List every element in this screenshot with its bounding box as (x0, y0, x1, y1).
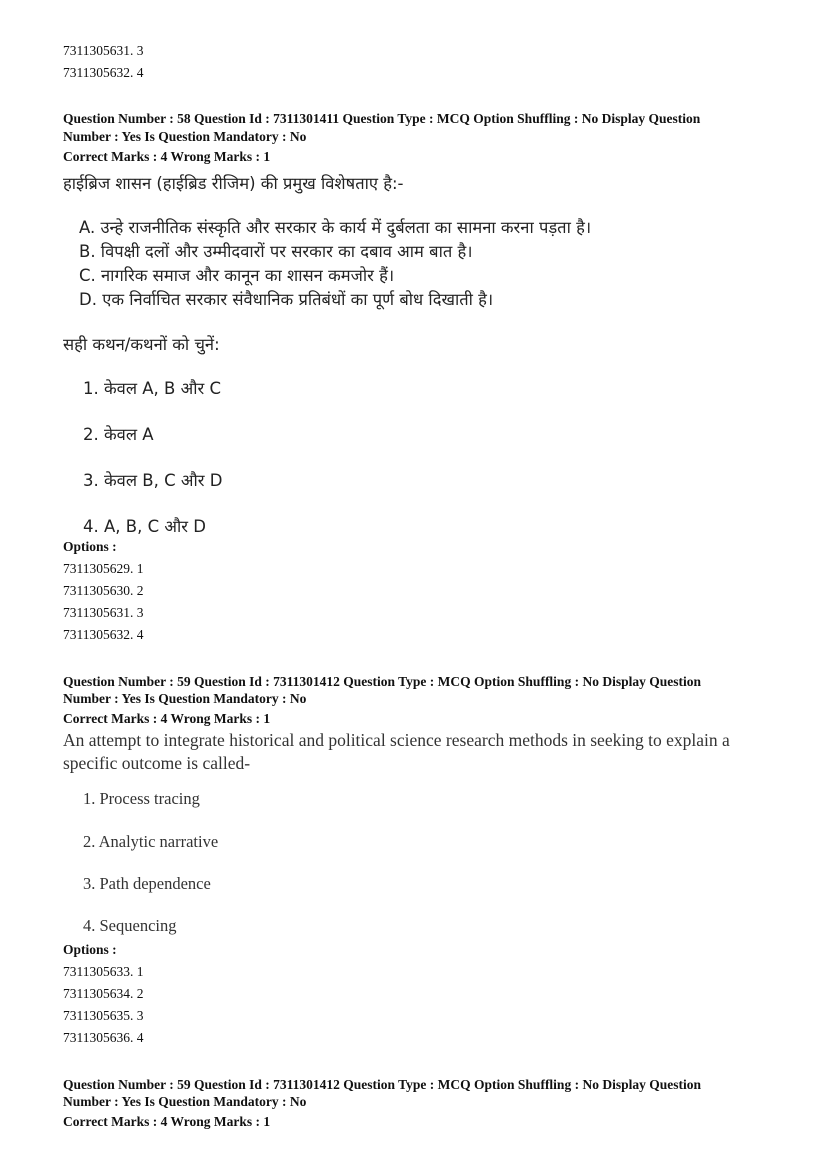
option-id-line: 7311305631. 3 (63, 605, 144, 620)
question-59-stem-line-1: An attempt to integrate historical and political science research methods in seeking to explain a (63, 730, 730, 750)
question-58-choice-2: 2. केवल A (83, 425, 154, 444)
statement-c: C. नागरिक समाज और कानून का शासन कमजोर हैं। (79, 266, 395, 285)
question-58-prompt: सही कथन/कथनों को चुनें: (63, 335, 220, 354)
question-58-meta: Question Number : 58 Question Id : 7311301411 Question Type : MCQ Option Shuffling : No Display Question (63, 111, 701, 126)
question-59-choice-2: 2. Analytic narrative (83, 832, 219, 851)
option-id-line: 7311305634. 2 (63, 986, 144, 1001)
question-59-choice-3: 3. Path dependence (83, 874, 211, 893)
option-id-line: 7311305629. 1 (63, 561, 144, 576)
question-59b-meta: Question Number : 59 Question Id : 7311301412 Question Type : MCQ Option Shuffling : No Display Question (63, 1077, 701, 1092)
question-59-meta: Question Number : 59 Question Id : 7311301412 Question Type : MCQ Option Shuffling : No Display Question (63, 674, 701, 689)
question-59-choice-1: 1. Process tracing (83, 789, 200, 808)
question-59-meta-cont: Number : Yes Is Question Mandatory : No (63, 691, 307, 706)
option-id-line: 7311305633. 1 (63, 964, 144, 979)
question-59-marks: Correct Marks : 4 Wrong Marks : 1 (63, 711, 271, 726)
option-id-line: 7311305635. 3 (63, 1008, 144, 1023)
question-58-marks: Correct Marks : 4 Wrong Marks : 1 (63, 149, 271, 164)
option-id-line: 7311305636. 4 (63, 1030, 144, 1045)
question-58-options-label: Options : (63, 539, 117, 554)
question-58-choice-4: 4. A, B, C और D (83, 517, 206, 536)
question-59b-marks: Correct Marks : 4 Wrong Marks : 1 (63, 1114, 271, 1129)
question-58-stem: हाईब्रिज शासन (हाईब्रिड रीजिम) की प्रमुख विशेषताए है:- (63, 174, 404, 193)
question-59-options-label: Options : (63, 942, 117, 957)
question-59-stem-line-2: specific outcome is called- (63, 753, 251, 773)
statement-d: D. एक निर्वाचित सरकार संवैधानिक प्रतिबंधों का पूर्ण बोध दिखाती है। (79, 290, 494, 309)
option-id-line: 7311305632. 4 (63, 65, 144, 80)
question-58-choice-1: 1. केवल A, B और C (83, 379, 222, 398)
question-59b-meta-cont: Number : Yes Is Question Mandatory : No (63, 1094, 307, 1109)
question-58-meta-cont: Number : Yes Is Question Mandatory : No (63, 129, 307, 144)
option-id-line: 7311305631. 3 (63, 43, 144, 58)
statement-a: A. उन्हे राजनीतिक संस्कृति और सरकार के कार्य में दुर्बलता का सामना करना पड़ता है। (79, 218, 592, 237)
question-59-choice-4: 4. Sequencing (83, 916, 177, 935)
option-id-line: 7311305632. 4 (63, 627, 144, 642)
question-58-choice-3: 3. केवल B, C और D (83, 471, 223, 490)
option-id-line: 7311305630. 2 (63, 583, 144, 598)
statement-b: B. विपक्षी दलों और उम्मीदवारों पर सरकार का दबाव आम बात है। (79, 242, 473, 261)
